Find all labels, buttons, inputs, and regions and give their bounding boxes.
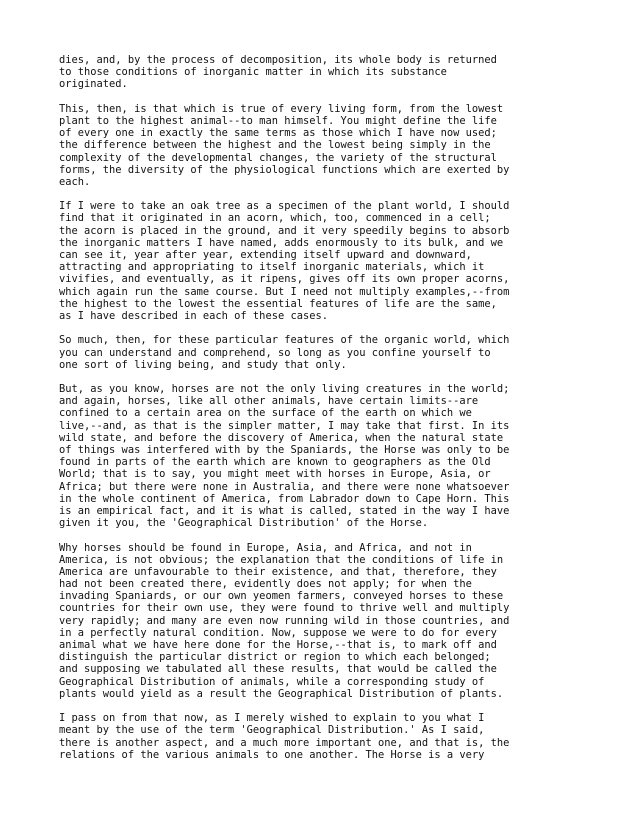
text-line: So much, then, for these particular features of the organic world, which <box>59 334 510 347</box>
text-line: very rapidly; and many are even now running wild in those countries, and <box>59 614 510 627</box>
text-line: is an empirical fact, and it is what is called, stated in the way I have <box>59 504 510 517</box>
text-line: vivifies, and eventually, as it ripens, gives off its own proper acorns, <box>59 273 510 286</box>
paragraph <box>59 54 619 91</box>
text-line: Geographical Distribution of animals, while a corresponding study of <box>59 675 485 688</box>
text-line: invading Spaniards, or our own yeomen farmers, conveyed horses to these <box>59 590 504 603</box>
paragraph <box>59 712 619 761</box>
text-line: and supposing we tabulated all these results, that would be called the <box>59 663 497 676</box>
text-line: meant by the use of the term 'Geographical Distribution.' As I said, <box>59 724 485 737</box>
text-line: animal what we have here done for the Horse,--that is, to mark off and <box>59 639 497 651</box>
text-line: If I were to take an oak tree as a specimen of the plant world, I should <box>59 200 510 213</box>
text-line: live,--and, as that is the simpler matter, I may take that first. In its <box>59 419 510 432</box>
text-line: This, then, is that which is true of every living form, from the lowest <box>59 102 504 115</box>
text-line: you can understand and comprehend, so long as you confine yourself to <box>59 346 491 359</box>
paragraph <box>59 334 619 371</box>
text-line: America are unfavourable to their existence, and that, therefore, they <box>59 565 497 578</box>
text-line: dies, and, by the process of decomposition, its whole body is returned <box>59 54 497 66</box>
paragraph <box>59 200 619 322</box>
text-line: the inorganic matters I have named, adds enormously to its bulk, and we <box>59 236 504 249</box>
text-line: countries for their own use, they were found to thrive well and multiply <box>59 602 510 615</box>
text-line: can see it, year after year, extending itself upward and downward, <box>59 249 472 261</box>
text-line: distinguish the particular district or region to which each belonged; <box>59 651 491 664</box>
text-line: World; that is to say, you might meet with horses in Europe, Asia, or <box>59 468 491 481</box>
text-line: as I have described in each of these cases. <box>59 309 328 322</box>
paragraph <box>59 383 619 529</box>
text-line: had not been created there, evidently does not apply; for when the <box>59 578 472 591</box>
text-line: of every one in exactly the same terms as those which I have now used; <box>59 127 497 140</box>
text-line: complexity of the developmental changes, the variety of the structural <box>59 151 497 164</box>
text-line: find that it originated in an acorn, which, too, commenced in a cell; <box>59 212 491 225</box>
text-line: there is another aspect, and a much more important one, and that is, the <box>59 736 510 749</box>
text-line: and again, horses, like all other animals, have certain limits--are <box>59 395 479 408</box>
text-line: in a perfectly natural condition. Now, suppose we were to do for every <box>59 626 497 639</box>
text-line: America, is not obvious; the explanation that the conditions of life in <box>59 553 504 566</box>
text-line: I pass on from that now, as I merely wished to explain to you what I <box>59 712 485 725</box>
text-line: one sort of living being, and study that only. <box>59 358 347 371</box>
text-line: which again run the same course. But I need not multiply examples,--from <box>59 285 510 298</box>
text-line: to those conditions of inorganic matter in which its substance <box>59 66 447 79</box>
text-line: Why horses should be found in Europe, Asia, and Africa, and not in <box>59 541 472 554</box>
text-line: plant to the highest animal--to man himself. You might define the life <box>59 114 497 127</box>
text-line: wild state, and before the discovery of America, when the natural state <box>59 431 504 444</box>
text-line: the highest to the lowest the essential features of life are the same, <box>59 297 497 310</box>
text-line: attracting and appropriating to itself inorganic materials, which it <box>59 261 485 274</box>
document-body <box>59 54 619 773</box>
text-line: each. <box>59 175 91 188</box>
paragraph <box>59 103 619 188</box>
text-line: plants would yield as a result the Geographical Distribution of plants. <box>59 687 504 700</box>
text-line: relations of the various animals to one another. The Horse is a very <box>59 748 485 761</box>
text-line: But, as you know, horses are not the only living creatures in the world; <box>59 383 510 396</box>
text-line: confined to a certain area on the surface of the earth on which we <box>59 407 472 420</box>
text-line: in the whole continent of America, from Labrador down to Cape Horn. This <box>59 492 510 505</box>
text-line: the acorn is placed in the ground, and it very speedily begins to absorb <box>59 224 510 237</box>
text-line: of things was interfered with by the Spaniards, the Horse was only to be <box>59 444 510 456</box>
text-line: given it you, the 'Geographical Distribution' of the Horse. <box>59 517 429 530</box>
paragraph <box>59 542 619 700</box>
text-line: the difference between the highest and the lowest being simply in the <box>59 139 491 152</box>
text-line: forms, the diversity of the physiological functions which are exerted by <box>59 163 510 176</box>
text-line: found in parts of the earth which are known to geographers as the Old <box>59 456 491 469</box>
text-line: originated. <box>59 78 128 91</box>
text-line: Africa; but there were none in Australia, and there were none whatsoever <box>59 480 510 493</box>
